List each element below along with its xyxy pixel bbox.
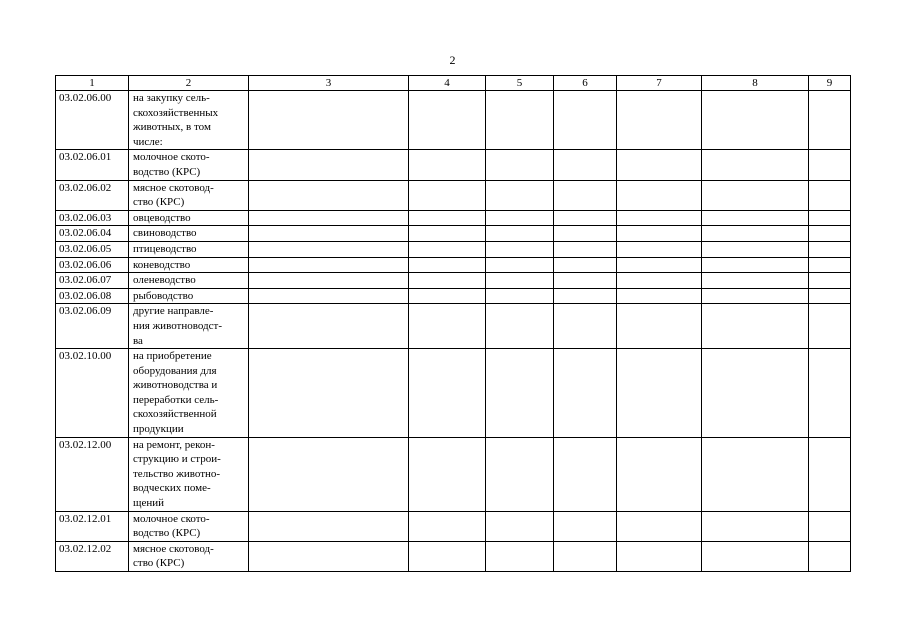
empty-cell-col-5 <box>486 541 554 571</box>
column-header-1: 1 <box>56 76 129 91</box>
empty-cell-col-9 <box>809 91 851 150</box>
empty-cell-col-9 <box>809 210 851 226</box>
column-header-5: 5 <box>486 76 554 91</box>
empty-cell-col-8 <box>702 349 809 438</box>
table-row <box>56 437 851 511</box>
empty-cell-col-6 <box>554 91 617 150</box>
empty-cell-col-5 <box>486 210 554 226</box>
description-line: тельство животно- <box>133 467 221 480</box>
row-code: 03.02.06.09 <box>56 304 129 349</box>
row-code: 03.02.06.04 <box>56 226 129 242</box>
empty-cell-col-9 <box>809 304 851 349</box>
empty-cell-col-7 <box>617 349 702 438</box>
description-line: скохозяйственных <box>133 106 219 119</box>
row-code: 03.02.06.08 <box>56 288 129 304</box>
row-code: 03.02.06.07 <box>56 273 129 289</box>
empty-cell-col-9 <box>809 180 851 210</box>
empty-cell-col-5 <box>486 304 554 349</box>
empty-cell-col-8 <box>702 210 809 226</box>
empty-cell-col-4 <box>409 210 486 226</box>
empty-cell-col-6 <box>554 241 617 257</box>
empty-cell-col-4 <box>409 91 486 150</box>
description-line: числе: <box>133 135 163 148</box>
empty-cell-col-5 <box>486 241 554 257</box>
empty-cell-col-5 <box>486 437 554 511</box>
description-line: на приобретение <box>133 350 212 363</box>
empty-cell-col-6 <box>554 226 617 242</box>
description-line: оленеводство <box>133 274 196 287</box>
empty-cell-col-9 <box>809 241 851 257</box>
empty-cell-col-4 <box>409 288 486 304</box>
empty-cell-col-6 <box>554 349 617 438</box>
empty-cell-col-5 <box>486 226 554 242</box>
empty-cell-col-4 <box>409 349 486 438</box>
empty-cell-col-8 <box>702 91 809 150</box>
empty-cell-col-6 <box>554 180 617 210</box>
description-line: молочное ското- <box>133 512 210 525</box>
empty-cell-col-8 <box>702 273 809 289</box>
empty-cell-col-8 <box>702 257 809 273</box>
row-description <box>129 304 249 349</box>
empty-cell-col-8 <box>702 241 809 257</box>
empty-cell-col-5 <box>486 150 554 180</box>
empty-cell-col-6 <box>554 150 617 180</box>
description-line: на ремонт, рекон- <box>133 438 215 451</box>
empty-cell-col-3 <box>249 257 409 273</box>
empty-cell-col-8 <box>702 150 809 180</box>
row-code: 03.02.12.01 <box>56 511 129 541</box>
table-row <box>56 150 851 180</box>
description-line: другие направле- <box>133 305 214 318</box>
empty-cell-col-4 <box>409 541 486 571</box>
row-code: 03.02.06.06 <box>56 257 129 273</box>
empty-cell-col-7 <box>617 150 702 180</box>
row-description <box>129 226 249 242</box>
empty-cell-col-8 <box>702 541 809 571</box>
empty-cell-col-9 <box>809 226 851 242</box>
column-header-7: 7 <box>617 76 702 91</box>
empty-cell-col-8 <box>702 511 809 541</box>
empty-cell-col-5 <box>486 511 554 541</box>
column-header-4: 4 <box>409 76 486 91</box>
column-header-3: 3 <box>249 76 409 91</box>
empty-cell-col-3 <box>249 437 409 511</box>
empty-cell-col-9 <box>809 349 851 438</box>
row-description <box>129 273 249 289</box>
empty-cell-col-3 <box>249 210 409 226</box>
row-code: 03.02.12.02 <box>56 541 129 571</box>
empty-cell-col-4 <box>409 241 486 257</box>
empty-cell-col-9 <box>809 288 851 304</box>
empty-cell-col-3 <box>249 180 409 210</box>
table-row <box>56 511 851 541</box>
empty-cell-col-4 <box>409 304 486 349</box>
empty-cell-col-3 <box>249 511 409 541</box>
row-code: 03.02.06.02 <box>56 180 129 210</box>
empty-cell-col-4 <box>409 511 486 541</box>
description-line: овцеводство <box>133 211 191 224</box>
description-line: мясное скотовод- <box>133 181 214 194</box>
table-row <box>56 349 851 438</box>
row-code: 03.02.06.03 <box>56 210 129 226</box>
empty-cell-col-7 <box>617 257 702 273</box>
empty-cell-col-8 <box>702 304 809 349</box>
empty-cell-col-7 <box>617 180 702 210</box>
row-description <box>129 257 249 273</box>
table-row <box>56 210 851 226</box>
description-line: водство (КРС) <box>133 527 201 540</box>
empty-cell-col-6 <box>554 210 617 226</box>
row-description <box>129 349 249 438</box>
empty-cell-col-7 <box>617 304 702 349</box>
description-line: молочное ското- <box>133 151 210 164</box>
row-code: 03.02.10.00 <box>56 349 129 438</box>
empty-cell-col-6 <box>554 273 617 289</box>
empty-cell-col-3 <box>249 273 409 289</box>
empty-cell-col-7 <box>617 226 702 242</box>
table-row <box>56 288 851 304</box>
empty-cell-col-9 <box>809 437 851 511</box>
empty-cell-col-8 <box>702 180 809 210</box>
table-row <box>56 241 851 257</box>
empty-cell-col-5 <box>486 180 554 210</box>
empty-cell-col-9 <box>809 150 851 180</box>
row-description <box>129 511 249 541</box>
description-line: ство (КРС) <box>133 557 185 570</box>
empty-cell-col-7 <box>617 91 702 150</box>
empty-cell-col-5 <box>486 288 554 304</box>
description-line: на закупку сель- <box>133 92 210 104</box>
description-line: ва <box>133 334 143 347</box>
empty-cell-col-7 <box>617 437 702 511</box>
row-code: 03.02.06.00 <box>56 91 129 150</box>
description-line: водческих поме- <box>133 482 211 495</box>
empty-cell-col-3 <box>249 349 409 438</box>
row-description <box>129 180 249 210</box>
description-line: переработки сель- <box>133 393 219 406</box>
row-description <box>129 241 249 257</box>
column-header-6: 6 <box>554 76 617 91</box>
row-description <box>129 210 249 226</box>
empty-cell-col-3 <box>249 288 409 304</box>
description-line: ния животноводст- <box>133 319 222 332</box>
description-line: скохозяйственной <box>133 408 217 421</box>
column-header-2: 2 <box>129 76 249 91</box>
description-line: мясное скотовод- <box>133 542 214 555</box>
table-row <box>56 91 851 150</box>
empty-cell-col-7 <box>617 273 702 289</box>
description-line: птицеводство <box>133 242 197 255</box>
table-row <box>56 541 851 571</box>
empty-cell-col-6 <box>554 511 617 541</box>
row-description <box>129 150 249 180</box>
empty-cell-col-7 <box>617 241 702 257</box>
row-description <box>129 437 249 511</box>
empty-cell-col-7 <box>617 210 702 226</box>
row-description <box>129 541 249 571</box>
empty-cell-col-9 <box>809 511 851 541</box>
empty-cell-col-9 <box>809 541 851 571</box>
page-number: 2 <box>449 53 456 67</box>
empty-cell-col-4 <box>409 150 486 180</box>
table-row <box>56 273 851 289</box>
empty-cell-col-5 <box>486 349 554 438</box>
row-description <box>129 91 249 150</box>
description-line: щений <box>133 497 165 510</box>
empty-cell-col-8 <box>702 226 809 242</box>
description-line: оборудования для <box>133 364 217 377</box>
description-line: животных, в том <box>133 121 211 134</box>
empty-cell-col-3 <box>249 91 409 150</box>
empty-cell-col-4 <box>409 257 486 273</box>
empty-cell-col-8 <box>702 437 809 511</box>
description-line: ство (КРС) <box>133 196 185 209</box>
row-description <box>129 288 249 304</box>
empty-cell-col-9 <box>809 257 851 273</box>
description-line: коневодство <box>133 258 191 271</box>
empty-cell-col-5 <box>486 273 554 289</box>
empty-cell-col-6 <box>554 437 617 511</box>
empty-cell-col-3 <box>249 304 409 349</box>
description-line: свиноводство <box>133 227 197 240</box>
description-line: животноводства и <box>133 379 218 392</box>
table-body <box>56 91 851 572</box>
empty-cell-col-6 <box>554 288 617 304</box>
empty-cell-col-4 <box>409 180 486 210</box>
empty-cell-col-3 <box>249 241 409 257</box>
empty-cell-col-5 <box>486 257 554 273</box>
table-row <box>56 226 851 242</box>
table-row <box>56 180 851 210</box>
empty-cell-col-3 <box>249 541 409 571</box>
description-line: рыбоводство <box>133 289 194 302</box>
empty-cell-col-6 <box>554 257 617 273</box>
table-row <box>56 304 851 349</box>
column-header-8: 8 <box>702 76 809 91</box>
empty-cell-col-7 <box>617 288 702 304</box>
description-line: струкцию и строи- <box>133 453 221 466</box>
row-code: 03.02.06.05 <box>56 241 129 257</box>
row-code: 03.02.06.01 <box>56 150 129 180</box>
empty-cell-col-4 <box>409 437 486 511</box>
data-table <box>55 75 851 572</box>
empty-cell-col-4 <box>409 273 486 289</box>
empty-cell-col-6 <box>554 304 617 349</box>
description-line: продукции <box>133 423 184 436</box>
empty-cell-col-8 <box>702 288 809 304</box>
description-line: водство (КРС) <box>133 165 201 178</box>
empty-cell-col-6 <box>554 541 617 571</box>
empty-cell-col-3 <box>249 226 409 242</box>
empty-cell-col-5 <box>486 91 554 150</box>
empty-cell-col-9 <box>809 273 851 289</box>
empty-cell-col-7 <box>617 541 702 571</box>
header-row <box>56 76 851 91</box>
row-code: 03.02.12.00 <box>56 437 129 511</box>
empty-cell-col-4 <box>409 226 486 242</box>
column-header-9: 9 <box>809 76 851 91</box>
empty-cell-col-3 <box>249 150 409 180</box>
table-row <box>56 257 851 273</box>
empty-cell-col-7 <box>617 511 702 541</box>
